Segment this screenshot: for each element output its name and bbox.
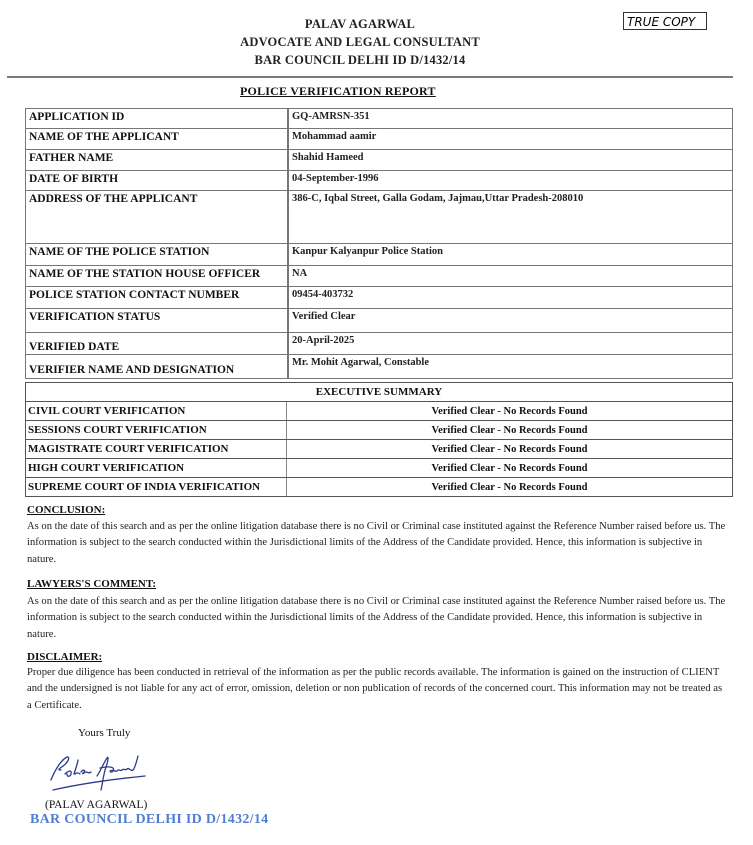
row-value: Verified Clear - No Records Found (287, 459, 733, 478)
row-label: APPLICATION ID (26, 109, 289, 129)
row-label: POLICE STATION CONTACT NUMBER (26, 287, 289, 309)
row-label: VERIFIED DATE (26, 333, 289, 355)
letterhead (130, 15, 590, 69)
row-label: SUPREME COURT OF INDIA VERIFICATION (26, 478, 287, 497)
table-row (26, 287, 733, 309)
table-row (26, 266, 733, 287)
row-label: MAGISTRATE COURT VERIFICATION (26, 440, 287, 459)
row-label: DATE OF BIRTH (26, 171, 289, 191)
lawyers-comment-text: As on the date of this search and as per the online litigation database there is no Civil or Criminal case instituted against the Reference Number raised before us. The information is subject to the search conducted within the Jurisdictional limits of the Address of the Candidate provided. Hence, this information is subjective in nature. (27, 596, 726, 640)
table-row (26, 421, 733, 440)
signature-image (45, 750, 155, 795)
table-row (26, 333, 733, 355)
table-row (26, 440, 733, 459)
conclusion-text: As on the date of this search and as per the online litigation database there is no Civil or Criminal case instituted against the Reference Number raised before us. The information is subject to the search conducted within the Jurisdictional limits of the Address of the Candidate provided. Hence, this information is subjective in nature. (27, 521, 726, 565)
table-row (26, 355, 733, 379)
row-value: Verified Clear - No Records Found (287, 402, 733, 421)
table-row (26, 129, 733, 150)
conclusion-heading: CONCLUSION: (27, 504, 106, 516)
row-value: Mohammad aamir (288, 129, 733, 150)
table-row (26, 171, 733, 191)
row-value: Shahid Hameed (288, 150, 733, 171)
row-value: 09454-403732 (288, 287, 733, 309)
row-value: Verified Clear - No Records Found (287, 421, 733, 440)
table-row (26, 244, 733, 266)
row-label: NAME OF THE APPLICANT (26, 129, 289, 150)
row-label: HIGH COURT VERIFICATION (26, 459, 287, 478)
row-label: VERIFICATION STATUS (26, 309, 289, 333)
row-label: NAME OF THE POLICE STATION (26, 244, 289, 266)
lawyers-comment-heading: LAWYERS'S COMMENT: (27, 578, 157, 590)
executive-summary-title: EXECUTIVE SUMMARY (26, 383, 733, 402)
header-divider (7, 76, 733, 78)
table-row (26, 459, 733, 478)
table-row (26, 478, 733, 497)
row-value: Verified Clear - No Records Found (287, 478, 733, 497)
row-value: Mr. Mohit Agarwal, Constable (288, 355, 733, 379)
row-label: SESSIONS COURT VERIFICATION (26, 421, 287, 440)
footer-bar-id: BAR COUNCIL DELHI ID D/1432/14 (30, 812, 269, 827)
row-value: Kanpur Kalyanpur Police Station (288, 244, 733, 266)
signatory-name: (PALAV AGARWAL) (45, 799, 148, 811)
row-value: Verified Clear (288, 309, 733, 333)
row-value: 386-C, Iqbal Street, Galla Godam, Jajmau,Uttar Pradesh-208010 (288, 191, 733, 244)
row-value: 04-September-1996 (288, 171, 733, 191)
closing-salutation: Yours Truly (78, 727, 131, 739)
true-copy-stamp: TRUE COPY (623, 12, 707, 30)
row-label: CIVIL COURT VERIFICATION (26, 402, 287, 421)
advocate-bar-id: BAR COUNCIL DELHI ID D/1432/14 (254, 53, 466, 67)
executive-summary-table (25, 382, 733, 497)
executive-summary-header (26, 383, 733, 402)
row-value: Verified Clear - No Records Found (287, 440, 733, 459)
table-row (26, 309, 733, 333)
row-label: VERIFIER NAME AND DESIGNATION (26, 355, 289, 379)
row-value: NA (288, 266, 733, 287)
report-title: POLICE VERIFICATION REPORT (240, 84, 436, 98)
advocate-name: PALAV AGARWAL (304, 17, 416, 31)
row-value: GQ-AMRSN-351 (288, 109, 733, 129)
table-row (26, 402, 733, 421)
disclaimer-heading: DISCLAIMER: (27, 651, 103, 663)
applicant-details-table (25, 108, 733, 379)
row-label: FATHER NAME (26, 150, 289, 171)
table-row (26, 191, 733, 244)
advocate-title: ADVOCATE AND LEGAL CONSULTANT (240, 35, 480, 49)
table-row (26, 150, 733, 171)
row-value: 20-April-2025 (288, 333, 733, 355)
disclaimer-text: Proper due diligence has been conducted in retrieval of the information as per the public records available. The information is gained on the instruction of CLIENT and the undersigned is not liable for any act of error, omission, deletion or non publication of records of the concerned court. This information may not be treated as a Certificate. (27, 667, 723, 711)
row-label: NAME OF THE STATION HOUSE OFFICER (26, 266, 289, 287)
row-label: ADDRESS OF THE APPLICANT (26, 191, 289, 244)
table-row (26, 109, 733, 129)
